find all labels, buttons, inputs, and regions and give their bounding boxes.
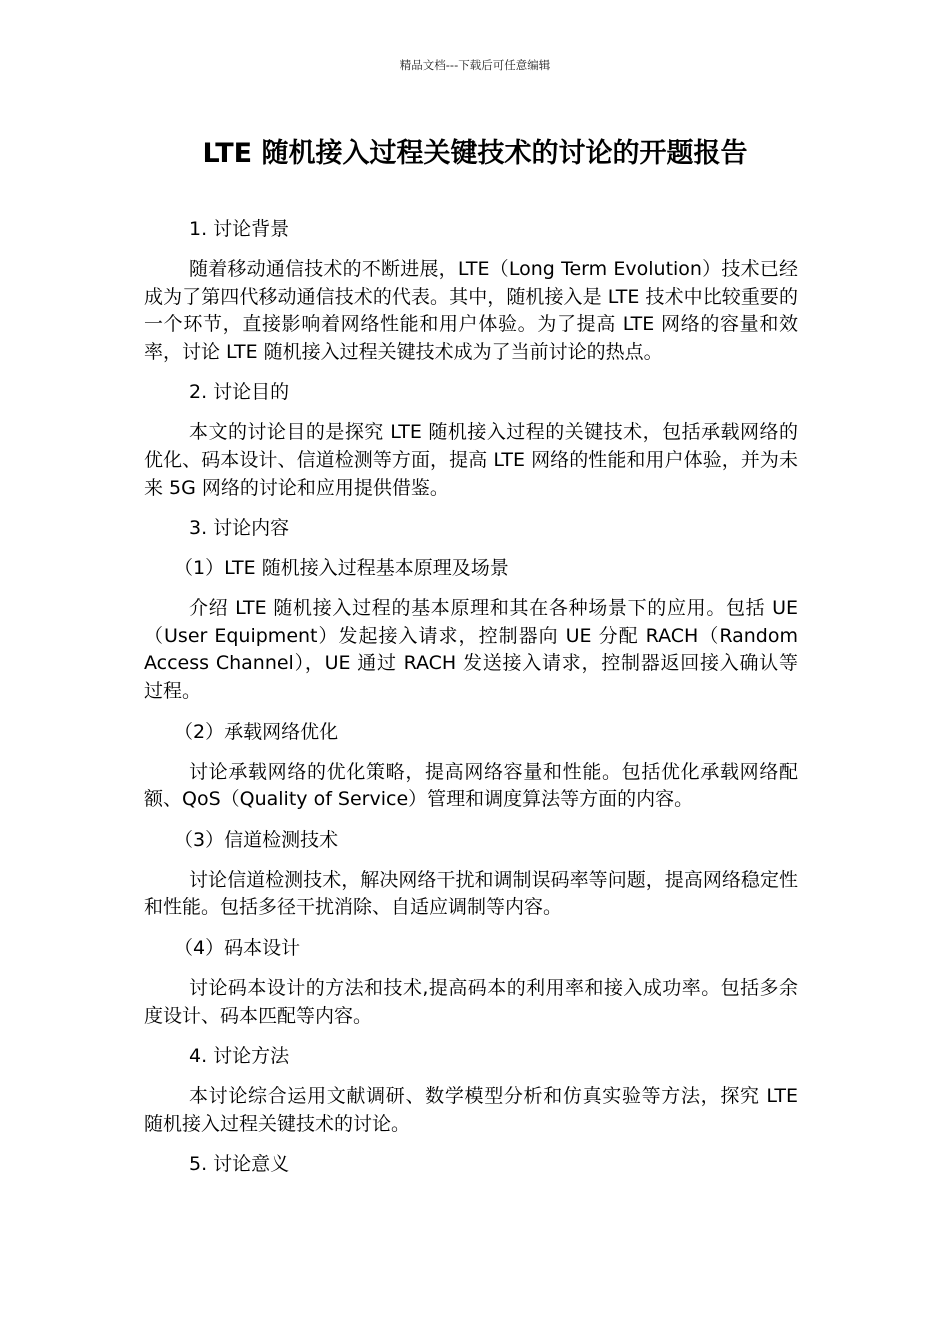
document-body [144,216,798,1191]
paragraph-method: 本讨论综合运用文献调研、数学模型分析和仿真实验等方法，探究 LTE 随机接入过程关键技术的讨论。 [144,1085,798,1135]
paragraph-principles: 介绍 LTE 随机接入过程的基本原理和其在各种场景下的应用。包括 UE（User Equipment）发起接入请求，控制器向 UE 分配 RACH（Random Access Channel），UE 通过 RACH 发送接入请求，控制器返回接入确认等过程。 [144,597,798,702]
section-heading-method: 4. 讨论方法 [189,1045,290,1068]
paragraph-bearer-optimization: 讨论承载网络的优化策略，提高网络容量和性能。包括优化承载网络配额、QoS（Quality of Service）管理和调度算法等方面的内容。 [144,760,798,811]
subheading-principles: （1）LTE 随机接入过程基本原理及场景 [174,557,509,580]
section-heading-background: 1. 讨论背景 [189,218,290,240]
paragraph-channel-detection: 讨论信道检测技术，解决网络干扰和调制误码率等问题，提高网络稳定性和性能。包括多径干扰消除、自适应调制等内容。 [144,868,798,919]
section-heading-purpose: 2. 讨论目的 [189,381,290,404]
section-heading-content: 3. 讨论内容 [189,517,290,540]
subheading-bearer-optimization: （2）承载网络优化 [174,720,339,743]
page-header: 精品文档---下载后可任意编辑 [399,58,551,72]
subheading-codebook-design: （4）码本设计 [174,936,301,959]
paragraph-purpose: 本文的讨论目的是探究 LTE 随机接入过程的关键技术，包括承载网络的优化、码本设计、信道检测等方面，提高 LTE 网络的性能和用户体验，并为未来 5G 网络的讨论和应用提供借鉴。 [144,421,798,499]
paragraph-background: 随着移动通信技术的不断进展，LTE（Long Term Evolution）技术已经成为了第四代移动通信技术的代表。其中，随机接入是 LTE 技术中比较重要的一个环节，直接影响着网络性能和用户体验。为了提高 LTE 网络的容量和效率，讨论 LTE 随机接入过程关键技术成为了当前讨论的热点。 [144,258,798,363]
document-title: LTE 随机接入过程关键技术的讨论的开题报告 [202,138,748,169]
paragraph-codebook-design: 讨论码本设计的方法和技术,提高码本的利用率和接入成功率。包括多余度设计、码本匹配等内容。 [144,976,798,1027]
subheading-channel-detection: （3）信道检测技术 [174,828,339,851]
section-heading-significance: 5. 讨论意义 [189,1153,290,1176]
